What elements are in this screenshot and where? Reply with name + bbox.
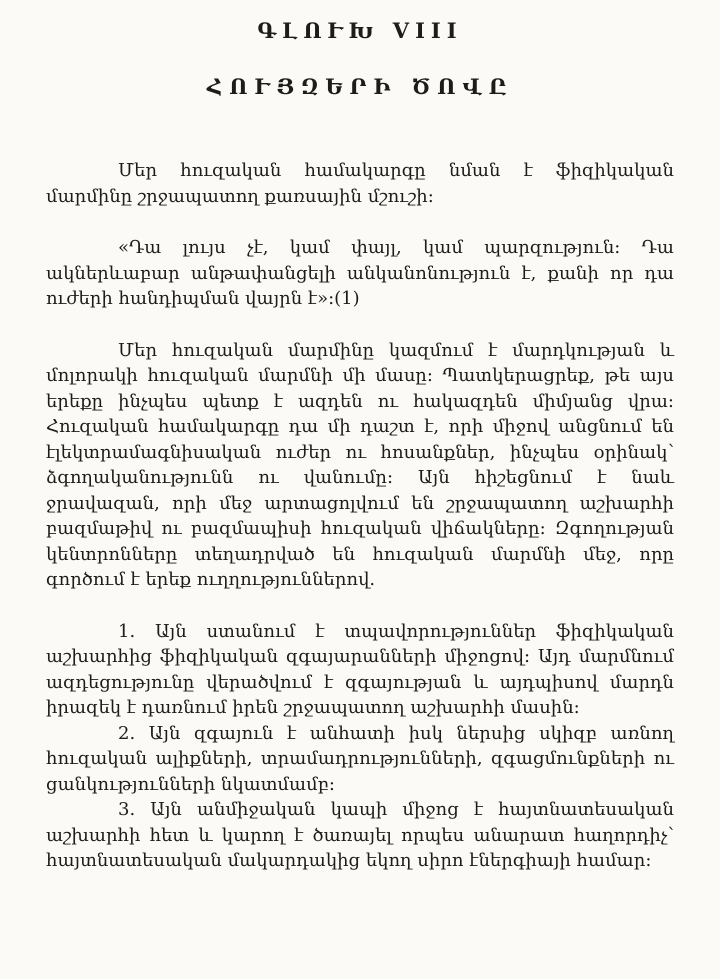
list-item-1: 1. Այն ստանում է տպավորություններ ֆիզիկական աշխարհից ֆիզիկական զգայարանների միջոցով: Այդ մարմնում ազդեցությունը վերածվում է զգայության և այդպիսով մարդն իրազեկ է դառնում իրեն շրջապատող աշխարհի մասին: <box>46 620 674 718</box>
paragraph-quote: «Դա լույս չէ, կամ փայլ, կամ պարզություն: Դա ակներևաբար անթափանցելի անկանոնություն է, քանի որ դա ուժերի հանդիպման վայրն է»:(1) <box>46 237 674 309</box>
section-title: ՀՈՒՅԶԵՐԻ ԾՈՎԸ <box>206 74 514 99</box>
paragraph-body: Մեր հուզական մարմինը կազմում է մարդկության և մոլորակի հուզական մարմնի մի մասը: Պատկերացրեք, թե այս երեքը ինչպես պետք է ազդեն ու հակազդեն միմյանց վրա: Հուզական համակարգը դա մի դաշտ է, որի միջով անցնում են էլեկտրամագնիսական ուժեր ու հոսանքներ, ինչպես օրինակ՝ ձգողականությունն ու վանումը: Այն հիշեցնում է նաև ջրավազան, որի մեջ արտացոլվում են շրջապատող աշխարհի բազմաթիվ ու բազմապիսի հուզական վիճակները: Զգողության կենտրոնները տեղադրված են հուզական մարմնի մեջ, որը գործում է երեք ուղղություններով. <box>46 339 674 590</box>
paragraph-intro: Մեր հուզական համակարգը նման է ֆիզիկական մարմինը շրջապատող քառսային մշուշի: <box>46 160 674 207</box>
list-item-2: 2. Այն զգայուն է անհատի իսկ ներսից սկիզբ առնող հուզական ալիքների, տրամադրությունների, զգացմունքների ու ցանկությունների նկատմամբ: <box>46 722 674 795</box>
chapter-title: ԳԼՈՒԽ VIII <box>257 18 463 43</box>
list-item-3: 3. Այն անմիջական կապի միջոց է հայտնատեսական աշխարհի հետ և կարող է ծառայել որպես անարատ հաղորդիչ՝ հայտնատեսական մակարդակից եկող սիրո էներգիայի համար: <box>46 799 674 871</box>
